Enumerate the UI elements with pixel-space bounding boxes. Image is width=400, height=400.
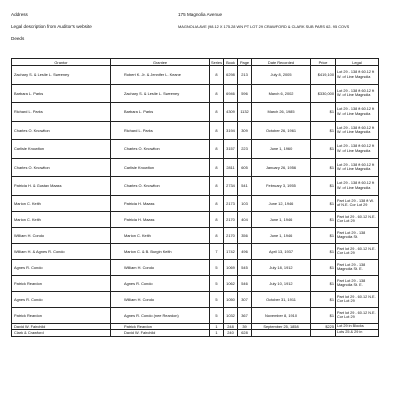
book-cell: 240 <box>224 330 238 337</box>
grantee-cell: Agnes R. Condo (nee Reardon) <box>111 307 210 323</box>
grantee-cell: David W. Fairchild <box>111 330 210 337</box>
date-recorded-cell: February 3, 1955 <box>252 177 311 196</box>
table-row <box>12 259 379 275</box>
page-cell: 223 <box>238 140 252 159</box>
legal-cell: Lot 29 - 138 ft 60.12 ft W. of Line Magnolia <box>336 177 379 196</box>
price-cell: $1 <box>311 291 336 307</box>
grantee-cell: Zachary S. & Leslie L. Sweeney <box>111 84 210 103</box>
table-row <box>12 121 379 140</box>
series-cell: 8 <box>210 140 224 159</box>
date-recorded-cell: July 10, 1912 <box>252 275 311 291</box>
book-cell: 2811 <box>224 158 238 177</box>
price-cell: $1 <box>311 158 336 177</box>
table-row <box>12 84 379 103</box>
date-recorded-cell: January 26, 1956 <box>252 158 311 177</box>
column-header-price: Price <box>311 59 336 66</box>
grantee-cell: Charles O. Knowlton <box>111 140 210 159</box>
grantee-cell: Robert K. Jr. & Jennifer L. Keane <box>111 66 210 85</box>
book-cell: 3194 <box>224 121 238 140</box>
book-cell: 2734 <box>224 177 238 196</box>
page-cell: 628 <box>238 330 252 337</box>
series-cell: 8 <box>210 227 224 243</box>
series-cell: 8 <box>210 195 224 211</box>
price-cell: $1 <box>311 259 336 275</box>
grantee-cell: Marion C. Keith <box>111 227 210 243</box>
grantee-cell: Patricia H. Maass <box>111 195 210 211</box>
page-cell: 545 <box>238 259 252 275</box>
date-recorded-cell: April 13, 1937 <box>252 243 311 259</box>
grantor-cell: Marion C. Keith <box>12 195 111 211</box>
date-recorded-cell: June 1, 1946 <box>252 227 311 243</box>
price-cell: $1 <box>311 140 336 159</box>
legal-cell: Part Lot 29 - 138 Magnolia St. E. <box>336 275 379 291</box>
date-recorded-cell: June 1, 1946 <box>252 211 311 227</box>
book-cell: 3157 <box>224 140 238 159</box>
legal-cell: Lot 29 - 138 ft 60.12 ft W. of Line Magnolia <box>336 84 379 103</box>
date-recorded-cell: November 8, 1910 <box>252 307 311 323</box>
grantee-cell: Charles O. Knowlton <box>111 177 210 196</box>
page-cell: 367 <box>238 307 252 323</box>
book-cell: 1742 <box>224 243 238 259</box>
table-row <box>12 211 379 227</box>
page-cell: 404 <box>238 211 252 227</box>
column-header-legal: Legal <box>336 59 379 66</box>
table-row <box>12 66 379 85</box>
grantor-cell: Agnes R. Condo <box>12 291 111 307</box>
price-cell: $1 <box>311 307 336 323</box>
date-recorded-cell: July 18, 1912 <box>252 259 311 275</box>
legal-cell: Lot 29 - 138 ft 60.12 ft W. of Line Magnolia <box>336 158 379 177</box>
price-cell: $419,100 <box>311 66 336 85</box>
grantor-cell: William H. Condo <box>12 227 111 243</box>
grantor-cell: William H. & Agnes R. Condo <box>12 243 111 259</box>
book-cell: 1062 <box>224 275 238 291</box>
series-cell: 1 <box>210 330 224 337</box>
price-cell: $225 <box>311 323 336 330</box>
legal-cell: Lot 29 - 138 ft 60.12 ft W. of Line Magnolia <box>336 103 379 122</box>
series-cell: 8 <box>210 158 224 177</box>
table-row <box>12 140 379 159</box>
legal-cell: Lot 29 in Blocks <box>336 323 379 330</box>
grantor-cell: Agnes R. Condo <box>12 259 111 275</box>
grantee-cell: Carlisle Knowlton <box>111 158 210 177</box>
series-cell: 8 <box>210 66 224 85</box>
address-value: 175 Magnolia Avenue <box>178 12 223 17</box>
deeds-label: Deeds <box>11 36 25 41</box>
legal-cell: Lots 25 & 29 in <box>336 330 379 337</box>
page-cell: 546 <box>238 275 252 291</box>
price-cell: $1 <box>311 211 336 227</box>
grantee-cell: Marion C. & B. Burgin Keith <box>111 243 210 259</box>
grantee-cell: Patrick Reardon <box>111 323 210 330</box>
book-cell: 1069 <box>224 259 238 275</box>
legal-description-label: Legal description from Auditor's website <box>11 24 92 29</box>
price-cell: $1 <box>311 195 336 211</box>
table-row <box>12 227 379 243</box>
page-cell: 496 <box>238 243 252 259</box>
book-cell: 6298 <box>224 66 238 85</box>
page-cell: 309 <box>238 121 252 140</box>
series-cell: 8 <box>210 177 224 196</box>
address-row <box>11 12 223 17</box>
grantee-cell: William H. Condo <box>111 291 210 307</box>
date-recorded-cell: September 25, 1858 <box>252 323 311 330</box>
series-cell: 1 <box>210 323 224 330</box>
legal-cell: Part lot 29 - 60.12 N.E. Cor Lot 29 <box>336 307 379 323</box>
column-header-grantee: Grantee <box>111 59 210 66</box>
date-recorded-cell: March 6, 2002 <box>252 84 311 103</box>
series-cell: 8 <box>210 103 224 122</box>
legal-cell: Part Lot 29 - 138 Magnolia St. <box>336 227 379 243</box>
table-row <box>12 275 379 291</box>
series-cell: 5 <box>210 307 224 323</box>
price-cell <box>311 330 336 337</box>
address-label: Address <box>11 12 28 17</box>
grantor-cell: Patrick Reardon <box>12 275 111 291</box>
deeds-table-body <box>12 66 379 337</box>
grantor-cell: Richard L. Parks <box>12 103 111 122</box>
column-header-date-recorded: Date Recorded <box>252 59 311 66</box>
grantor-cell: Clark & Crawford <box>12 330 111 337</box>
grantor-cell: Patricia H. & Gustav Maass <box>12 177 111 196</box>
date-recorded-cell: July 8, 2005 <box>252 66 311 85</box>
table-row <box>12 177 379 196</box>
book-cell: 2173 <box>224 195 238 211</box>
price-cell: $1 <box>311 243 336 259</box>
date-recorded-cell: June 1, 1960 <box>252 140 311 159</box>
book-cell: 6946 <box>224 84 238 103</box>
grantor-cell: Barbara L. Parks <box>12 84 111 103</box>
table-row <box>12 195 379 211</box>
date-recorded-cell: June 12, 1946 <box>252 195 311 211</box>
page-cell: 356 <box>238 227 252 243</box>
legal-cell: Part lot 29 - 60.12 N.E. Cor Lot 29 <box>336 243 379 259</box>
table-row <box>12 103 379 122</box>
series-cell: 8 <box>210 211 224 227</box>
legal-cell: Lot 29 - 138 ft 60.12 ft W. of Line Magnolia <box>336 66 379 85</box>
grantor-cell: Charles O. Knowlton <box>12 158 111 177</box>
date-recorded-cell <box>252 330 311 337</box>
price-cell: $1 <box>311 177 336 196</box>
book-cell: 1032 <box>224 307 238 323</box>
series-cell: 5 <box>210 275 224 291</box>
book-cell: 2170 <box>224 211 238 227</box>
page-cell: 213 <box>238 66 252 85</box>
grantee-cell: William H. Condo <box>111 259 210 275</box>
book-cell: 4309 <box>224 103 238 122</box>
table-row <box>12 307 379 323</box>
page-cell: 596 <box>238 84 252 103</box>
grantee-cell: Barbara L. Parks <box>111 103 210 122</box>
series-cell: 8 <box>210 121 224 140</box>
page-cell: 39 <box>238 323 252 330</box>
book-cell: 1050 <box>224 291 238 307</box>
date-recorded-cell: October 31, 1911 <box>252 291 311 307</box>
grantee-cell: Patricia H. Maass <box>111 211 210 227</box>
book-cell: 2170 <box>224 227 238 243</box>
page-cell: 1132 <box>238 103 252 122</box>
date-recorded-cell: October 26, 1961 <box>252 121 311 140</box>
price-cell: $1 <box>311 275 336 291</box>
grantor-cell: David W. Fairchild <box>12 323 111 330</box>
page-cell: 541 <box>238 177 252 196</box>
grantee-cell: Agnes R. Condo <box>111 275 210 291</box>
table-row <box>12 330 379 337</box>
deeds-heading <box>11 36 24 41</box>
date-recorded-cell: March 26, 1985 <box>252 103 311 122</box>
price-cell: $1 <box>311 121 336 140</box>
legal-cell: Lot 29 - 138 ft 60.12 ft W. of Line Magnolia <box>336 140 379 159</box>
legal-cell: Part Lot 29 - 138 ft W. of N.E. Cor Lot 29 <box>336 195 379 211</box>
grantor-cell: Charles O. Knowlton <box>12 121 111 140</box>
grantor-cell: Carlisle Knowlton <box>12 140 111 159</box>
grantor-cell: Patrick Reardon <box>12 307 111 323</box>
price-cell: $1 <box>311 227 336 243</box>
table-row <box>12 158 379 177</box>
grantor-cell: Marion C. Keith <box>12 211 111 227</box>
column-header-grantor: Grantor <box>12 59 111 66</box>
legal-description-row <box>11 24 350 29</box>
deeds-table <box>11 58 379 337</box>
page-cell: 307 <box>238 291 252 307</box>
legal-cell: Lot 29 - 138 ft 60.12 ft W. of Line Magnolia <box>336 121 379 140</box>
grantee-cell: Richard L. Parks <box>111 121 210 140</box>
legal-cell: Part Lot 29 - 138 Magnolia St. E. <box>336 259 379 275</box>
legal-description-value: MAGNOLIA AVE (98.12 X 175.28 WN PT LOT 29 CRAWFORD & CLARK SUB PARS 62- 95 COVS <box>178 24 350 29</box>
grantor-cell: Zachary S. & Leslie L. Sweeney <box>12 66 111 85</box>
page-cell: 605 <box>238 158 252 177</box>
series-cell: 7 <box>210 243 224 259</box>
table-row <box>12 291 379 307</box>
column-header-page: Page <box>238 59 252 66</box>
page-cell: 103 <box>238 195 252 211</box>
series-cell: 5 <box>210 259 224 275</box>
series-cell: 8 <box>210 84 224 103</box>
legal-cell: Part lot 29 - 60.12 N.E. Cor Lot 29 <box>336 211 379 227</box>
column-header-series: Series <box>211 59 223 65</box>
series-cell: 5 <box>210 291 224 307</box>
legal-cell: Part lot 29 - 60.12 N.E. Cor Lot 29 <box>336 291 379 307</box>
price-cell: $330,000 <box>311 84 336 103</box>
table-header-row <box>12 59 379 66</box>
price-cell: $1 <box>311 103 336 122</box>
column-header-book: Book <box>224 59 238 66</box>
book-cell: 248 <box>224 323 238 330</box>
table-row <box>12 243 379 259</box>
